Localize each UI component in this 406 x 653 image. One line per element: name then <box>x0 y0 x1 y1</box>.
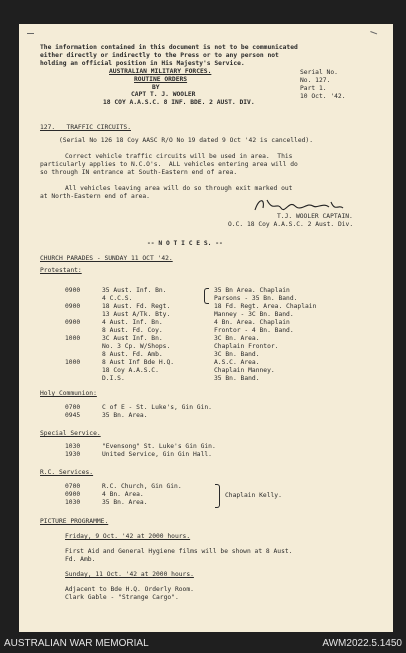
service-place: Frontor - 4 Bn. Band. <box>214 327 294 334</box>
section-heading-holy-communion: Holy Communion: <box>40 390 97 397</box>
service-unit: 3C Aust Inf. Bn. <box>102 335 163 342</box>
service-place: Parsons - 35 Bn. Band. <box>214 295 298 302</box>
service-text: R.C. Church, Gin Gin. <box>102 483 182 490</box>
order-text: Correct vehicle traffic circuits will be used in area. This <box>65 153 293 160</box>
section-heading-pictures: PICTURE PROGRAMME. <box>40 518 109 525</box>
service-time: 0700 <box>65 483 81 490</box>
notice-line: holding an official position in His Majesty's Service. <box>40 60 245 67</box>
service-text: 35 Bn. Area. <box>102 412 148 419</box>
service-unit: 8 Aust. Fd. Coy. <box>102 327 163 334</box>
rc-brace <box>215 484 220 508</box>
document-page <box>19 24 393 632</box>
sunday-text: Clark Gable - "Strange Cargo". <box>65 594 179 601</box>
doc-title: ROUTINE ORDERS <box>134 76 188 83</box>
service-unit: 4 C.C.S. <box>102 295 133 302</box>
service-unit: No. 3 Cp. W/Shops. <box>102 343 171 350</box>
service-place: 3C Bn. Area. <box>214 335 260 342</box>
order-text: All vehicles leaving area will do so through exit marked out <box>65 185 293 192</box>
rc-chaplain: Chaplain Kelly. <box>225 492 282 499</box>
unit-line: 18 COY A.A.S.C. 8 INF. BDE. 2 AUST. DIV. <box>103 99 255 106</box>
service-place: 18 Fd. Regt. Area. Chaplain <box>214 303 317 310</box>
service-time: 0900 <box>65 319 81 326</box>
friday-heading: Friday, 9 Oct. '42 at 2000 hours. <box>65 533 191 540</box>
service-time: 0945 <box>65 412 81 419</box>
org-title: AUSTRALIAN MILITARY FORCES. <box>109 68 212 75</box>
signature-block-unit: O.C. 18 Coy A.A.S.C. 2 Aust. Div. <box>228 221 354 228</box>
sunday-heading: Sunday, 11 Oct. '42 at 2000 hours. <box>65 571 194 578</box>
officer-line: CAPT T. J. WOOLER <box>131 91 196 98</box>
service-time: 0900 <box>65 491 81 498</box>
service-time: 1930 <box>65 451 81 458</box>
service-place: Manney - 3C Bn. Band. <box>214 311 294 318</box>
schedule-brace <box>204 288 209 304</box>
section-heading-special-service: Special Service. <box>40 430 101 437</box>
service-place: 3C Bn. Band. <box>214 351 260 358</box>
service-time: 1030 <box>65 443 81 450</box>
service-unit: 13 Aust A/Tk. Bty. <box>102 311 171 318</box>
service-text: 4 Bn. Area. <box>102 491 144 498</box>
notice-line: The information contained in this document is not to be communicated <box>40 44 298 51</box>
service-text: United Service, Gin Gin Hall. <box>102 451 212 458</box>
service-text: "Evensong" St. Luke's Gin Gin. <box>102 443 216 450</box>
order-date: 10 Oct. '42. <box>300 93 346 100</box>
service-time: 0700 <box>65 404 81 411</box>
service-text: 35 Bn. Area. <box>102 499 148 506</box>
archive-reference: AWM2022.5.1450 <box>322 638 402 649</box>
section-heading-church: CHURCH PARADES - SUNDAY 11 OCT '42. <box>40 255 173 262</box>
signature-block-name: T.J. WOOLER CAPTAIN. <box>277 213 353 220</box>
archive-name: AUSTRALIAN WAR MEMORIAL <box>4 638 149 649</box>
service-unit: 8 Aust. Fd. Amb. <box>102 351 163 358</box>
service-unit: 8 Aust Inf Bde H.Q. <box>102 359 175 366</box>
part-label: Part 1. <box>300 85 327 92</box>
service-time: 1030 <box>65 499 81 506</box>
service-time: 1000 <box>65 335 81 342</box>
service-unit: 4 Aust. Inf. Bn. <box>102 319 163 326</box>
service-unit: 18 Aust. Fd. Regt. <box>102 303 171 310</box>
by-line: BY <box>152 84 160 91</box>
fold-mark <box>368 31 377 41</box>
cancel-note: (Serial No 126 18 Coy AASC R/O No 19 dated 9 Oct '42 is cancelled). <box>59 137 314 144</box>
fold-mark <box>27 33 34 41</box>
friday-text: Fd. Amb. <box>65 556 96 563</box>
service-unit: 18 Coy A.A.S.C. <box>102 367 159 374</box>
section-heading-rc-services: R.C. Services. <box>40 469 94 476</box>
order-heading: 127. TRAFFIC CIRCUITS. <box>40 124 131 131</box>
service-time: 1000 <box>65 359 81 366</box>
notices-title: -- N O T I C E S. -- <box>147 240 223 247</box>
section-heading-protestant: Protestant: <box>40 267 82 274</box>
order-text: so through IN entrance at South-Eastern end of area. <box>40 169 238 176</box>
service-place: 35 Bn Area. Chaplain <box>214 287 290 294</box>
service-text: C of E - St. Luke's, Gin Gin. <box>102 404 212 411</box>
service-unit: D.I.S. <box>102 375 125 382</box>
service-place: Chaplain Manney. <box>214 367 275 374</box>
service-place: 35 Bn. Band. <box>214 375 260 382</box>
service-time: 0900 <box>65 287 81 294</box>
archive-footer <box>0 634 406 653</box>
service-place: Chaplain Frontor. <box>214 343 279 350</box>
service-place: 4 Bn. Area. Chaplain <box>214 319 290 326</box>
notice-line: either directly or indirectly to the Press or to any person not <box>40 52 279 59</box>
order-text: particularly applies to N.C.O's. ALL vehicles entering area will do <box>40 161 298 168</box>
serial-label: Serial No. <box>300 69 338 76</box>
sunday-text: Adjacent to Bde H.Q. Orderly Room. <box>65 586 194 593</box>
friday-text: First Aid and General Hygiene films will be shown at 8 Aust. <box>65 548 293 555</box>
order-number: No. 127. <box>300 77 331 84</box>
service-place: A.S.C. Area. <box>214 359 260 366</box>
service-unit: 35 Aust. Inf. Bn. <box>102 287 167 294</box>
service-time: 0900 <box>65 303 81 310</box>
order-text: at North-Eastern end of area. <box>40 193 150 200</box>
